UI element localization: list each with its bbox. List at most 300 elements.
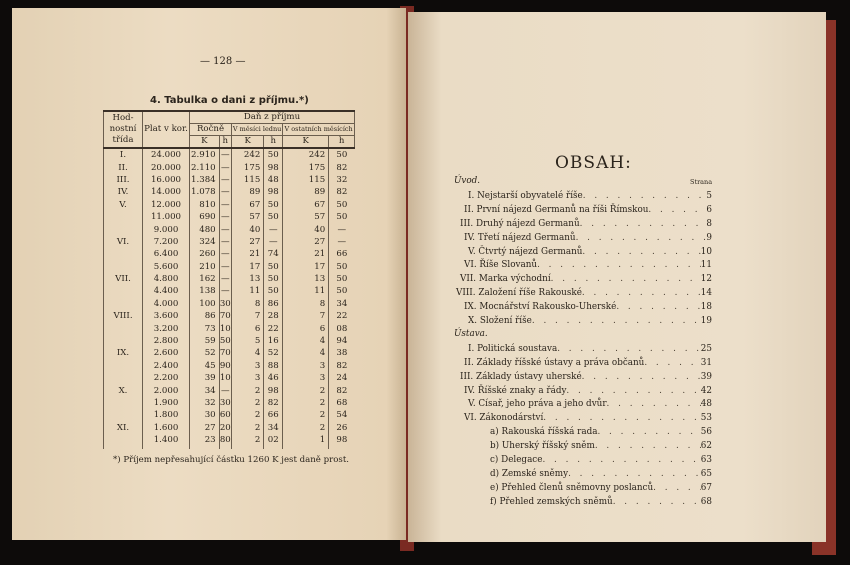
other-k-cell: 40 bbox=[283, 223, 329, 235]
annual-h-cell: — bbox=[221, 224, 230, 235]
class-cell bbox=[104, 397, 143, 409]
january-k-cell: 3 bbox=[232, 360, 264, 372]
other-k-cell: 8 bbox=[283, 298, 329, 310]
january-h-cell: 98 bbox=[264, 161, 283, 173]
january-k-cell: 6 bbox=[232, 322, 264, 334]
toc-leader-dots bbox=[537, 259, 701, 272]
january-k-cell: 5 bbox=[232, 335, 264, 347]
january-h-cell: 34 bbox=[264, 422, 283, 434]
annual-h-cell: 70 bbox=[219, 348, 231, 359]
table-row bbox=[104, 397, 355, 409]
annual-h-cell: 70 bbox=[219, 311, 231, 322]
other-h-cell: 50 bbox=[329, 273, 355, 285]
table-row bbox=[104, 434, 355, 449]
annual-k-cell: 1.384 bbox=[190, 174, 220, 186]
other-h-cell: 54 bbox=[329, 409, 355, 421]
annual-k-cell: 30 bbox=[190, 409, 220, 421]
january-k-cell: 2 bbox=[232, 409, 264, 421]
january-k-cell: 2 bbox=[232, 434, 264, 449]
toc-entry[interactable] bbox=[452, 204, 712, 217]
toc-entry-label: b) Uherský říšský sněm bbox=[490, 441, 595, 452]
january-k-cell: 67 bbox=[232, 199, 264, 211]
january-k-cell: 57 bbox=[232, 211, 264, 223]
other-k-cell: 175 bbox=[283, 161, 329, 173]
toc-entry[interactable] bbox=[452, 246, 712, 259]
salary-cell: 2.800 bbox=[143, 335, 190, 347]
annual-k-cell: 52 bbox=[190, 347, 220, 359]
income-tax-table bbox=[103, 110, 355, 449]
annual-h-cell: — bbox=[221, 162, 230, 173]
january-k-cell: 27 bbox=[232, 236, 264, 248]
january-k-cell: 7 bbox=[232, 310, 264, 322]
other-k-cell: 2 bbox=[283, 409, 329, 421]
class-cell: IX. bbox=[104, 347, 143, 359]
toc-entry[interactable] bbox=[452, 301, 712, 314]
other-k-cell: 67 bbox=[283, 199, 329, 211]
toc-entry-label: IV. Říšské znaky a řády bbox=[464, 385, 567, 396]
other-k-cell: 2 bbox=[283, 384, 329, 396]
toc-entry-page: 14 bbox=[700, 288, 712, 299]
other-h-cell: 82 bbox=[329, 384, 355, 396]
class-cell: III. bbox=[104, 174, 143, 186]
salary-cell: 1.600 bbox=[143, 422, 190, 434]
annual-k-cell: 59 bbox=[190, 335, 220, 347]
table-row bbox=[104, 261, 355, 273]
salary-cell: 2.400 bbox=[143, 360, 190, 372]
toc-entry-label: II. Základy říšské ústavy a práva občanů bbox=[464, 357, 645, 368]
toc-leader-dots bbox=[582, 246, 700, 259]
other-k-cell: 4 bbox=[283, 335, 329, 347]
table-row bbox=[104, 199, 355, 211]
other-k-cell: 1 bbox=[283, 434, 329, 449]
toc-entry-label: e) Přehled členů sněmovny poslanců bbox=[490, 482, 654, 493]
toc-leader-dots bbox=[582, 371, 701, 384]
toc-entry[interactable] bbox=[452, 371, 712, 384]
other-h-cell: 50 bbox=[329, 148, 355, 161]
salary-cell: 20.000 bbox=[143, 161, 190, 173]
annual-h-cell: — bbox=[221, 249, 230, 260]
annual-h-cell: — bbox=[221, 199, 230, 210]
other-h-cell: 26 bbox=[329, 422, 355, 434]
salary-cell: 1.800 bbox=[143, 409, 190, 421]
toc-entry-label: VII. Marka východní bbox=[460, 274, 551, 285]
class-cell: II. bbox=[104, 161, 143, 173]
header-h: h bbox=[264, 136, 283, 149]
toc-entry-label: VI. Zákonodárství bbox=[464, 413, 544, 424]
toc-leader-dots bbox=[532, 315, 701, 328]
annual-k-cell: 138 bbox=[190, 285, 220, 297]
other-k-cell: 3 bbox=[283, 372, 329, 384]
toc-entry-page: 62 bbox=[700, 441, 712, 452]
annual-k-cell: 86 bbox=[190, 310, 220, 322]
annual-k-cell: 34 bbox=[190, 384, 220, 396]
annual-k-cell: 39 bbox=[190, 372, 220, 384]
toc-entry-page: 63 bbox=[700, 455, 712, 465]
toc-entry-page: 12 bbox=[700, 274, 712, 285]
salary-cell: 1.900 bbox=[143, 397, 190, 409]
salary-cell: 4.400 bbox=[143, 285, 190, 297]
other-k-cell: 242 bbox=[283, 148, 329, 161]
toc-leader-dots bbox=[648, 204, 706, 217]
toc-leader-dots bbox=[580, 218, 707, 231]
salary-cell: 1.400 bbox=[143, 434, 190, 449]
class-cell: V. bbox=[104, 199, 143, 211]
other-h-cell: 08 bbox=[329, 322, 355, 334]
toc-entry[interactable] bbox=[452, 440, 712, 453]
toc-leader-dots bbox=[613, 496, 701, 509]
toc-leader-dots bbox=[551, 273, 701, 286]
toc-entry-page: 31 bbox=[700, 357, 712, 368]
other-h-cell: 94 bbox=[329, 335, 355, 347]
toc-section-heading: Ústava. bbox=[454, 328, 488, 339]
salary-cell: 3.200 bbox=[143, 322, 190, 334]
header-h: h bbox=[219, 136, 231, 149]
toc-entry[interactable] bbox=[452, 412, 712, 425]
toc-entry-label: IX. Mocnářství Rakousko-Uherské bbox=[464, 302, 617, 313]
table-row bbox=[104, 322, 355, 334]
table-row bbox=[104, 372, 355, 384]
january-k-cell: 3 bbox=[232, 372, 264, 384]
toc-entry-label: II. První nájezd Germanů na říši Římskou bbox=[464, 204, 649, 215]
january-h-cell: 16 bbox=[264, 335, 283, 347]
toc-entry[interactable] bbox=[452, 218, 712, 231]
january-h-cell: 50 bbox=[264, 261, 283, 273]
january-h-cell: 98 bbox=[264, 186, 283, 198]
toc-entry[interactable] bbox=[452, 398, 712, 411]
january-h-cell: 50 bbox=[264, 211, 283, 223]
toc-entry-page: 56 bbox=[700, 427, 712, 438]
toc-leader-dots bbox=[566, 385, 700, 398]
toc-leader-dots bbox=[542, 454, 700, 467]
toc-entry-label: VIII. Založení říše Rakouské bbox=[456, 288, 582, 299]
annual-h-cell: — bbox=[221, 286, 230, 297]
other-k-cell: 17 bbox=[283, 261, 329, 273]
other-h-cell: 66 bbox=[329, 248, 355, 260]
toc-leader-dots bbox=[583, 190, 707, 203]
annual-k-cell: 27 bbox=[190, 422, 220, 434]
other-k-cell: 7 bbox=[283, 310, 329, 322]
annual-h-cell: — bbox=[221, 187, 230, 198]
toc-entry[interactable] bbox=[452, 343, 712, 356]
header-annual: Ročně bbox=[190, 124, 232, 136]
toc-entry[interactable] bbox=[452, 232, 712, 245]
january-h-cell: — bbox=[264, 236, 283, 248]
salary-cell: 5.600 bbox=[143, 261, 190, 273]
annual-h-cell: 90 bbox=[219, 360, 231, 371]
header-salary: Plat v kor. bbox=[143, 111, 190, 148]
class-cell bbox=[104, 372, 143, 384]
toc-entry-page: 25 bbox=[700, 343, 712, 354]
toc-page-column-label: Strana bbox=[690, 178, 713, 186]
january-h-cell: 48 bbox=[264, 174, 283, 186]
salary-cell: 24.000 bbox=[143, 148, 190, 161]
class-cell bbox=[104, 335, 143, 347]
annual-h-cell: 10 bbox=[219, 373, 231, 384]
toc-entry-page: 8 bbox=[706, 218, 712, 229]
other-h-cell: 82 bbox=[329, 360, 355, 372]
toc-entry-page: 65 bbox=[700, 468, 712, 479]
toc-entry[interactable] bbox=[452, 273, 712, 286]
other-h-cell: 34 bbox=[329, 298, 355, 310]
table-row bbox=[104, 174, 355, 186]
page-number: — 128 — bbox=[200, 56, 246, 67]
toc-entry-label: V. Čtvrtý nájezd Germanů bbox=[468, 246, 583, 257]
toc-entry-label: VI. Říše Slovanů bbox=[464, 260, 538, 271]
january-k-cell: 13 bbox=[232, 273, 264, 285]
header-k: K bbox=[190, 136, 220, 149]
class-cell: VI. bbox=[104, 236, 143, 248]
annual-h-cell: — bbox=[221, 274, 230, 285]
class-cell bbox=[104, 434, 143, 449]
class-cell: IV. bbox=[104, 186, 143, 198]
salary-cell: 3.600 bbox=[143, 310, 190, 322]
january-h-cell: 46 bbox=[264, 372, 283, 384]
other-k-cell: 27 bbox=[283, 236, 329, 248]
toc-entry-page: 9 bbox=[706, 232, 712, 243]
annual-k-cell: 73 bbox=[190, 322, 220, 334]
other-k-cell: 21 bbox=[283, 248, 329, 260]
annual-h-cell: 60 bbox=[219, 410, 231, 421]
salary-cell: 2.600 bbox=[143, 347, 190, 359]
january-k-cell: 89 bbox=[232, 186, 264, 198]
annual-h-cell: 80 bbox=[219, 434, 231, 449]
toc-entry-page: 18 bbox=[700, 302, 712, 313]
toc-leader-dots bbox=[597, 426, 700, 439]
annual-h-cell: — bbox=[221, 174, 230, 185]
annual-h-cell: — bbox=[221, 385, 230, 396]
toc-entry-page: 19 bbox=[700, 316, 712, 326]
toc-section-heading: Úvod. bbox=[454, 176, 481, 186]
annual-k-cell: 324 bbox=[190, 236, 220, 248]
toc-entry-label: f) Přehled zemských sněmů bbox=[490, 496, 613, 507]
other-h-cell: 82 bbox=[329, 186, 355, 198]
other-k-cell: 13 bbox=[283, 273, 329, 285]
toc-entry-page: 11 bbox=[700, 260, 712, 271]
other-h-cell: 82 bbox=[329, 161, 355, 173]
toc-leader-dots bbox=[582, 287, 701, 300]
annual-k-cell: 23 bbox=[190, 434, 220, 449]
toc-entry-label: d) Zemské sněmy bbox=[490, 468, 569, 479]
january-k-cell: 175 bbox=[232, 161, 264, 173]
toc-entry-label: I. Nejstarší obyvatelé říše bbox=[468, 190, 583, 201]
january-h-cell: 52 bbox=[264, 347, 283, 359]
annual-h-cell: — bbox=[219, 148, 231, 161]
table-row bbox=[104, 360, 355, 372]
annual-k-cell: 260 bbox=[190, 248, 220, 260]
january-h-cell: 66 bbox=[264, 409, 283, 421]
toc-entry[interactable] bbox=[452, 496, 712, 509]
january-h-cell: 50 bbox=[264, 285, 283, 297]
toc-entry-page: 68 bbox=[700, 496, 712, 507]
toc-entry[interactable] bbox=[452, 426, 712, 439]
annual-k-cell: 2.110 bbox=[190, 161, 220, 173]
toc-entry-page: 67 bbox=[700, 482, 712, 493]
class-cell: I. bbox=[104, 148, 143, 161]
annual-k-cell: 1.078 bbox=[190, 186, 220, 198]
class-cell: X. bbox=[104, 384, 143, 396]
toc-leader-dots bbox=[595, 440, 701, 453]
table-row bbox=[104, 148, 355, 161]
header-h: h bbox=[329, 136, 355, 149]
january-h-cell: 74 bbox=[264, 248, 283, 260]
table-row bbox=[104, 335, 355, 347]
other-h-cell: 50 bbox=[329, 199, 355, 211]
class-cell: XI. bbox=[104, 422, 143, 434]
footnote: *) Příjem nepřesahující částku 1260 K jest daně prost. bbox=[113, 455, 350, 465]
toc-entry-page: 10 bbox=[700, 246, 712, 257]
toc-entry-label: I. Politická soustava bbox=[468, 343, 558, 354]
salary-cell: 14.000 bbox=[143, 186, 190, 198]
annual-h-cell: 50 bbox=[219, 336, 231, 347]
other-h-cell: 50 bbox=[329, 285, 355, 297]
january-h-cell: 88 bbox=[264, 360, 283, 372]
toc-leader-dots bbox=[568, 468, 701, 481]
january-h-cell: 98 bbox=[264, 384, 283, 396]
table-row bbox=[104, 285, 355, 297]
header-january: V měsíci lednu bbox=[232, 124, 283, 136]
january-k-cell: 40 bbox=[232, 223, 264, 235]
january-h-cell: 22 bbox=[264, 322, 283, 334]
header-k: K bbox=[232, 136, 264, 149]
january-h-cell: — bbox=[264, 223, 283, 235]
class-cell: VIII. bbox=[104, 310, 143, 322]
january-h-cell: 50 bbox=[264, 148, 283, 161]
class-cell bbox=[104, 409, 143, 421]
class-cell bbox=[104, 211, 143, 223]
class-cell bbox=[104, 322, 143, 334]
january-h-cell: 50 bbox=[264, 199, 283, 211]
annual-k-cell: 45 bbox=[190, 360, 220, 372]
other-h-cell: 24 bbox=[329, 372, 355, 384]
annual-h-cell: 30 bbox=[219, 398, 231, 408]
salary-cell: 6.400 bbox=[143, 248, 190, 260]
other-h-cell: 38 bbox=[329, 347, 355, 359]
other-k-cell: 2 bbox=[283, 397, 329, 409]
annual-k-cell: 810 bbox=[190, 199, 220, 211]
annual-k-cell: 690 bbox=[190, 211, 220, 223]
annual-k-cell: 32 bbox=[190, 397, 220, 409]
table-row bbox=[104, 422, 355, 434]
january-k-cell: 17 bbox=[232, 261, 264, 273]
class-cell bbox=[104, 261, 143, 273]
toc-entry[interactable] bbox=[452, 482, 712, 495]
table-row bbox=[104, 248, 355, 260]
annual-h-cell: — bbox=[221, 212, 230, 223]
toc-entry[interactable] bbox=[452, 468, 712, 481]
other-k-cell: 2 bbox=[283, 422, 329, 434]
table-row bbox=[104, 161, 355, 173]
toc-entry[interactable] bbox=[452, 315, 712, 328]
other-k-cell: 6 bbox=[283, 322, 329, 334]
table-row bbox=[104, 347, 355, 359]
table-title: 4. Tabulka o dani z příjmu.*) bbox=[150, 95, 309, 106]
table-row bbox=[104, 310, 355, 322]
toc-leader-dots bbox=[653, 482, 701, 495]
other-k-cell: 11 bbox=[283, 285, 329, 297]
toc-entry[interactable] bbox=[452, 259, 712, 272]
january-k-cell: 2 bbox=[232, 384, 264, 396]
toc-entry[interactable] bbox=[452, 287, 712, 300]
toc-entry-label: c) Delegace bbox=[490, 455, 543, 465]
salary-cell: 9.000 bbox=[143, 223, 190, 235]
annual-h-cell: — bbox=[221, 236, 230, 247]
other-h-cell: 50 bbox=[329, 261, 355, 273]
table-row bbox=[104, 211, 355, 223]
toc-title: OBSAH: bbox=[555, 153, 632, 173]
toc-entry-page: 5 bbox=[706, 190, 712, 201]
table-row bbox=[104, 384, 355, 396]
toc-entry-label: X. Složení říše bbox=[468, 316, 532, 326]
salary-cell: 11.000 bbox=[143, 211, 190, 223]
salary-cell: 4.000 bbox=[143, 298, 190, 310]
table-row bbox=[104, 409, 355, 421]
header-class: Hod-nostní třída bbox=[104, 111, 143, 148]
class-cell bbox=[104, 223, 143, 235]
toc-entry-label: IV. Třetí nájezd Germanů bbox=[464, 232, 576, 243]
toc-leader-dots bbox=[576, 232, 707, 245]
other-k-cell: 3 bbox=[283, 360, 329, 372]
toc-entry[interactable] bbox=[452, 190, 712, 203]
other-h-cell: 50 bbox=[329, 211, 355, 223]
annual-k-cell: 162 bbox=[190, 273, 220, 285]
toc-entry[interactable] bbox=[452, 385, 712, 398]
table-row bbox=[104, 298, 355, 310]
salary-cell: 16.000 bbox=[143, 174, 190, 186]
other-k-cell: 57 bbox=[283, 211, 329, 223]
class-cell bbox=[104, 248, 143, 260]
annual-k-cell: 100 bbox=[190, 298, 220, 310]
annual-h-cell: 30 bbox=[219, 298, 231, 309]
january-h-cell: 02 bbox=[264, 434, 283, 449]
salary-cell: 2.200 bbox=[143, 372, 190, 384]
header-other-months: V ostatních měsících bbox=[283, 124, 355, 136]
salary-cell: 12.000 bbox=[143, 199, 190, 211]
class-cell bbox=[104, 298, 143, 310]
annual-k-cell: 210 bbox=[190, 261, 220, 273]
toc-entry-page: 48 bbox=[700, 399, 712, 410]
toc-entry-page: 42 bbox=[700, 385, 712, 396]
annual-h-cell: — bbox=[221, 261, 230, 272]
january-k-cell: 115 bbox=[232, 174, 264, 186]
annual-h-cell: 20 bbox=[219, 422, 231, 433]
class-cell bbox=[104, 360, 143, 372]
toc-entry[interactable] bbox=[452, 454, 712, 467]
toc-leader-dots bbox=[616, 301, 700, 314]
class-cell bbox=[104, 285, 143, 297]
other-k-cell: 115 bbox=[283, 174, 329, 186]
january-k-cell: 2 bbox=[232, 397, 264, 409]
january-k-cell: 21 bbox=[232, 248, 264, 260]
toc-entry-page: 39 bbox=[700, 371, 712, 382]
other-h-cell: 68 bbox=[329, 397, 355, 409]
january-h-cell: 86 bbox=[264, 298, 283, 310]
other-h-cell: — bbox=[329, 223, 355, 235]
toc-leader-dots bbox=[557, 343, 701, 356]
january-k-cell: 242 bbox=[232, 148, 264, 161]
toc-entry-label: a) Rakouská říšská rada bbox=[490, 427, 598, 438]
other-h-cell: — bbox=[329, 236, 355, 248]
january-h-cell: 50 bbox=[264, 273, 283, 285]
other-h-cell: 32 bbox=[329, 174, 355, 186]
table-row bbox=[104, 273, 355, 285]
salary-cell: 7.200 bbox=[143, 236, 190, 248]
january-h-cell: 82 bbox=[264, 397, 283, 409]
other-h-cell: 98 bbox=[329, 434, 355, 449]
other-k-cell: 89 bbox=[283, 186, 329, 198]
other-h-cell: 22 bbox=[329, 310, 355, 322]
toc-entry-label: V. Císař, jeho práva a jeho dvůr bbox=[468, 399, 607, 410]
toc-entry[interactable] bbox=[452, 357, 712, 370]
